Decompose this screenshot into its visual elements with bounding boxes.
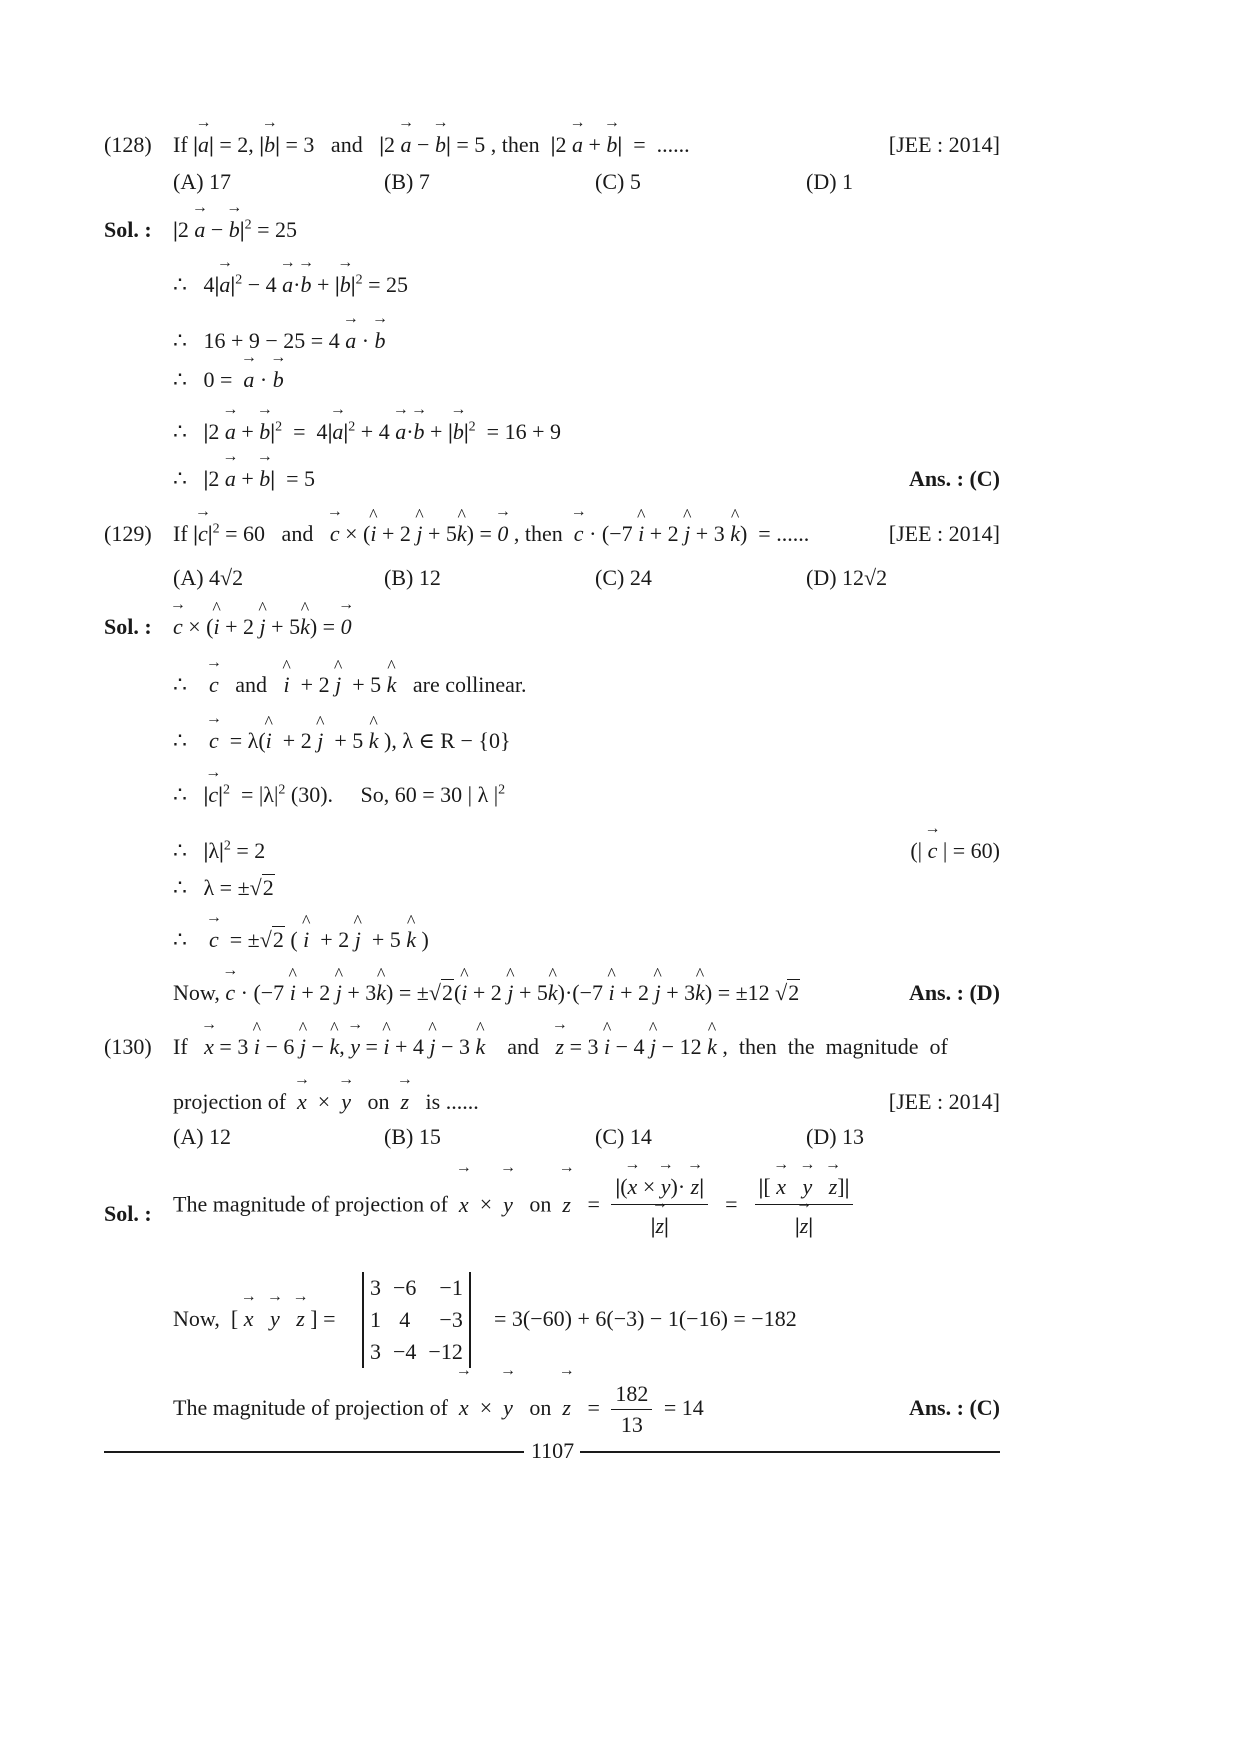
- q128-sol-step6: ∴ |2 → a + → b| = 5: [173, 464, 315, 494]
- q129-sol-step3: ∴ → c = λ(^ i + 2 ^ j + 5 ^ k ), λ ∈ R − {0}: [173, 726, 511, 756]
- final-value: = 14: [663, 1395, 704, 1420]
- q129-sol-label: Sol. :: [104, 614, 152, 639]
- q128-option-c: (C) 5: [595, 169, 641, 194]
- q129-side-note: (| → c | = 60): [910, 836, 1000, 866]
- q130-option-a: (A) 12: [173, 1124, 232, 1149]
- det-cell: −4: [393, 1339, 417, 1364]
- det-cell: 3: [370, 1339, 381, 1364]
- q128-source: [JEE : 2014]: [888, 132, 1000, 157]
- q129-option-a: (A) 4√2: [173, 565, 244, 590]
- q130-option-b: (B) 15: [384, 1124, 441, 1149]
- q130-question-line1: If → x = 3 ^ i − 6 ^ j − ^ k, → y = ^ i + 4 ^ j − 3 ^ k and → z = 3 ^ i − 4 ^ j − 12 ^ k , then the magnitude of: [173, 1032, 948, 1062]
- q128-option-d: (D) 1: [806, 169, 854, 194]
- final-numerator: 182: [611, 1381, 652, 1410]
- q128-sol-step3: ∴ 16 + 9 − 25 = 4 → a · → b: [173, 326, 386, 356]
- q130-sol-projection-formula: The magnitude of projection of → x × → y on → z = $\frac{|(\to x \times \to y)\cdot \to z|}{|\to z|}$ = $\frac{|[ \to x \to y \to z]|}{|\to z|}$: [173, 1172, 859, 1241]
- footer-rule-left: [104, 1451, 524, 1453]
- projection-fraction-1: $\frac{|(\to x \times \to y)\cdot \to z|}{|\to z|}$: [611, 1172, 708, 1241]
- q128-sol-step4: ∴ 0 = → a · → b: [173, 365, 284, 395]
- q129-sol-step8: Now, → c · (−7 ^ i + 2 ^ j + 3^ k) = ±√2(^ i + 2 ^ j + 5^ k)·(−7 ^ i + 2 ^ j + 3^ k) = ±12 √2: [173, 978, 800, 1008]
- q130-source: [JEE : 2014]: [888, 1089, 1000, 1114]
- q130-sol-box-product-label: Now, [ → x → y → z ] =: [173, 1304, 336, 1334]
- q129-option-b: (B) 12: [384, 565, 441, 590]
- det-cell: −6: [393, 1275, 417, 1300]
- q130-det-result: = 3(−60) + 6(−3) − 1(−16) = −182: [494, 1306, 797, 1331]
- q129-sol-step6: ∴ λ = ±√2: [173, 875, 274, 900]
- magnitude-text: The magnitude of projection of: [173, 1191, 448, 1217]
- det-cell: −1: [439, 1275, 463, 1300]
- page-number: 1107: [531, 1438, 575, 1463]
- q128-number: (128): [104, 132, 152, 157]
- projection-fraction-2: $\frac{|[ \to x \to y \to z]|}{|\to z|}$: [755, 1172, 854, 1241]
- q128-sol-label: Sol. :: [104, 217, 152, 242]
- q130-sol-final: The magnitude of projection of → x × → y on → z = $\frac{182}{13}$ = 14: [173, 1378, 704, 1438]
- q129-number: (129): [104, 521, 152, 546]
- q129-option-c: (C) 24: [595, 565, 652, 590]
- det-cell: −3: [439, 1307, 463, 1332]
- q130-determinant: [362, 1272, 471, 1368]
- q128-sol-step1: |2 → a − → $b|^2 = 25$: [173, 215, 297, 245]
- now-label: Now,: [173, 980, 220, 1005]
- q130-number: (130): [104, 1034, 152, 1059]
- det-cell: 3: [370, 1275, 381, 1300]
- q130-sol-label: Sol. :: [104, 1201, 152, 1226]
- q128-sol-step5: ∴ |2 → a + → $b|^2 = 4|\to a|^2 + 4 \to a\cdot\to b$ + |→ $b|^2 = 16 + 9$: [173, 417, 561, 447]
- q129-option-d: (D) 12√2: [806, 565, 888, 590]
- q128-option-a: (A) 17: [173, 169, 232, 194]
- q129-sol-step5: ∴ $|\lambda|^2 = 2$: [173, 838, 266, 863]
- q129-question: If |→ $c|^2 = 60$ and → c × (^ i + 2 ^ j + 5^ k) = → 0 , then → c · (−7 ^ i + 2 ^ j + 3 ^ k) = ......: [173, 519, 809, 549]
- q128-option-b: (B) 7: [384, 169, 430, 194]
- q128-answer: Ans. : (C): [908, 466, 1000, 491]
- det-cell: −12: [428, 1339, 463, 1364]
- final-denominator: 13: [620, 1412, 643, 1438]
- det-cell: 4: [399, 1307, 411, 1332]
- q130-answer: Ans. : (C): [908, 1395, 1000, 1420]
- q130-option-d: (D) 13: [806, 1124, 865, 1149]
- q128-sol-step2: ∴ $4|\to a|^2 - 4 \to a\cdot\to b$ + |→ $b|^2 = 25$: [173, 270, 408, 300]
- q129-sol-step7: ∴ → c = ±√2 ( ^ i + 2 ^ j + 5 ^ k ): [173, 925, 429, 955]
- footer-rule-right: [580, 1451, 1000, 1453]
- final-fraction: [611, 1381, 652, 1438]
- magnitude-text: The magnitude of projection of: [173, 1395, 448, 1420]
- q129-answer: Ans. : (D): [908, 980, 1000, 1005]
- q129-sol-step2: ∴ → c and ^ i + 2 ^ j + 5 ^ k are collinear.: [173, 670, 527, 700]
- q130-option-c: (C) 14: [595, 1124, 652, 1149]
- q128-question: If |→ a| = 2, |→ b| = 3 and |2 → a − → b| = 5 , then |2 → a + → b| = ......: [173, 130, 690, 160]
- q129-sol-step1: → c × (^ i + 2 ^ j + 5^ k) = → 0: [173, 612, 352, 642]
- q130-question-line2: projection of → x × → y on → z is ......: [173, 1087, 479, 1117]
- q129-source: [JEE : 2014]: [888, 521, 1000, 546]
- det-cell: 1: [370, 1307, 381, 1332]
- q129-sol-step4: ∴ |→ $c|^2 = |\lambda|^2$ (30). So, 60 = 30 | λ $|^2$: [173, 780, 505, 810]
